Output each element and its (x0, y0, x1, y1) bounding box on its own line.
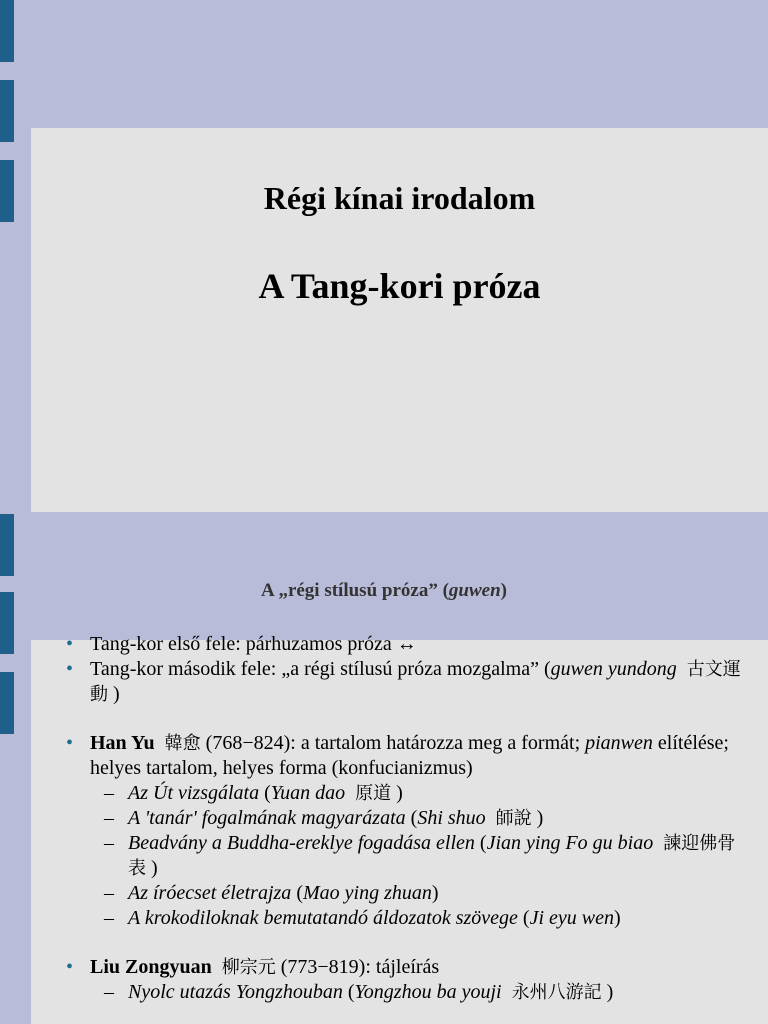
section-heading: A „régi stílusú próza” (guwen) (261, 580, 507, 601)
title-slide (31, 128, 768, 512)
edge-mark (0, 672, 14, 734)
edge-mark (0, 514, 14, 576)
sub-list-item: – A 'tanár' fogalmának magyarázata (Shi shuo 師說 ) (104, 807, 544, 829)
list-item: • Han Yu 韓愈 (768−824): a tartalom határozza meg a formát; pianwen elítélése; helyes tartalom, helyes forma (konfucianizmus) (66, 732, 729, 779)
slide-subtitle: A Tang-kori próza (258, 266, 541, 306)
bullet-icon: • (66, 633, 74, 655)
sub-list-item: – Az Út vizsgálata (Yuan dao 原道 ) (104, 782, 403, 804)
edge-mark (0, 0, 14, 62)
edge-mark (0, 160, 14, 222)
sub-list-item: – A krokodiloknak bemutatandó áldozatok szövege (Ji eyu wen) (104, 907, 621, 929)
slide-title: Régi kínai irodalom (263, 180, 536, 216)
sub-list-item: – Az íróecset életrajza (Mao ying zhuan) (104, 882, 439, 904)
bullet-icon: • (66, 658, 74, 680)
content-slide (31, 633, 768, 1024)
sub-list-item: – Nyolc utazás Yongzhouban (Yongzhou ba youji 永州八游記 ) (104, 981, 614, 1003)
list-item: • Liu Zongyuan 柳宗元 (773−819): tájleírás (66, 956, 440, 978)
bullet-icon: • (66, 956, 74, 978)
sub-list-item: – Beadvány a Buddha-ereklye fogadása ellen (Jian ying Fo gu biao 諫迎佛骨表 ) (104, 832, 736, 879)
list-item: • Tang-kor második fele: „a régi stílusú próza mozgalma” (guwen yundong 古文運動 ) (66, 658, 741, 705)
content-list (31, 632, 768, 1005)
edge-mark (0, 80, 14, 142)
list-item: • Tang-kor első fele: párhuzamos próza ↔ (66, 633, 417, 655)
bullet-icon: • (66, 732, 74, 754)
